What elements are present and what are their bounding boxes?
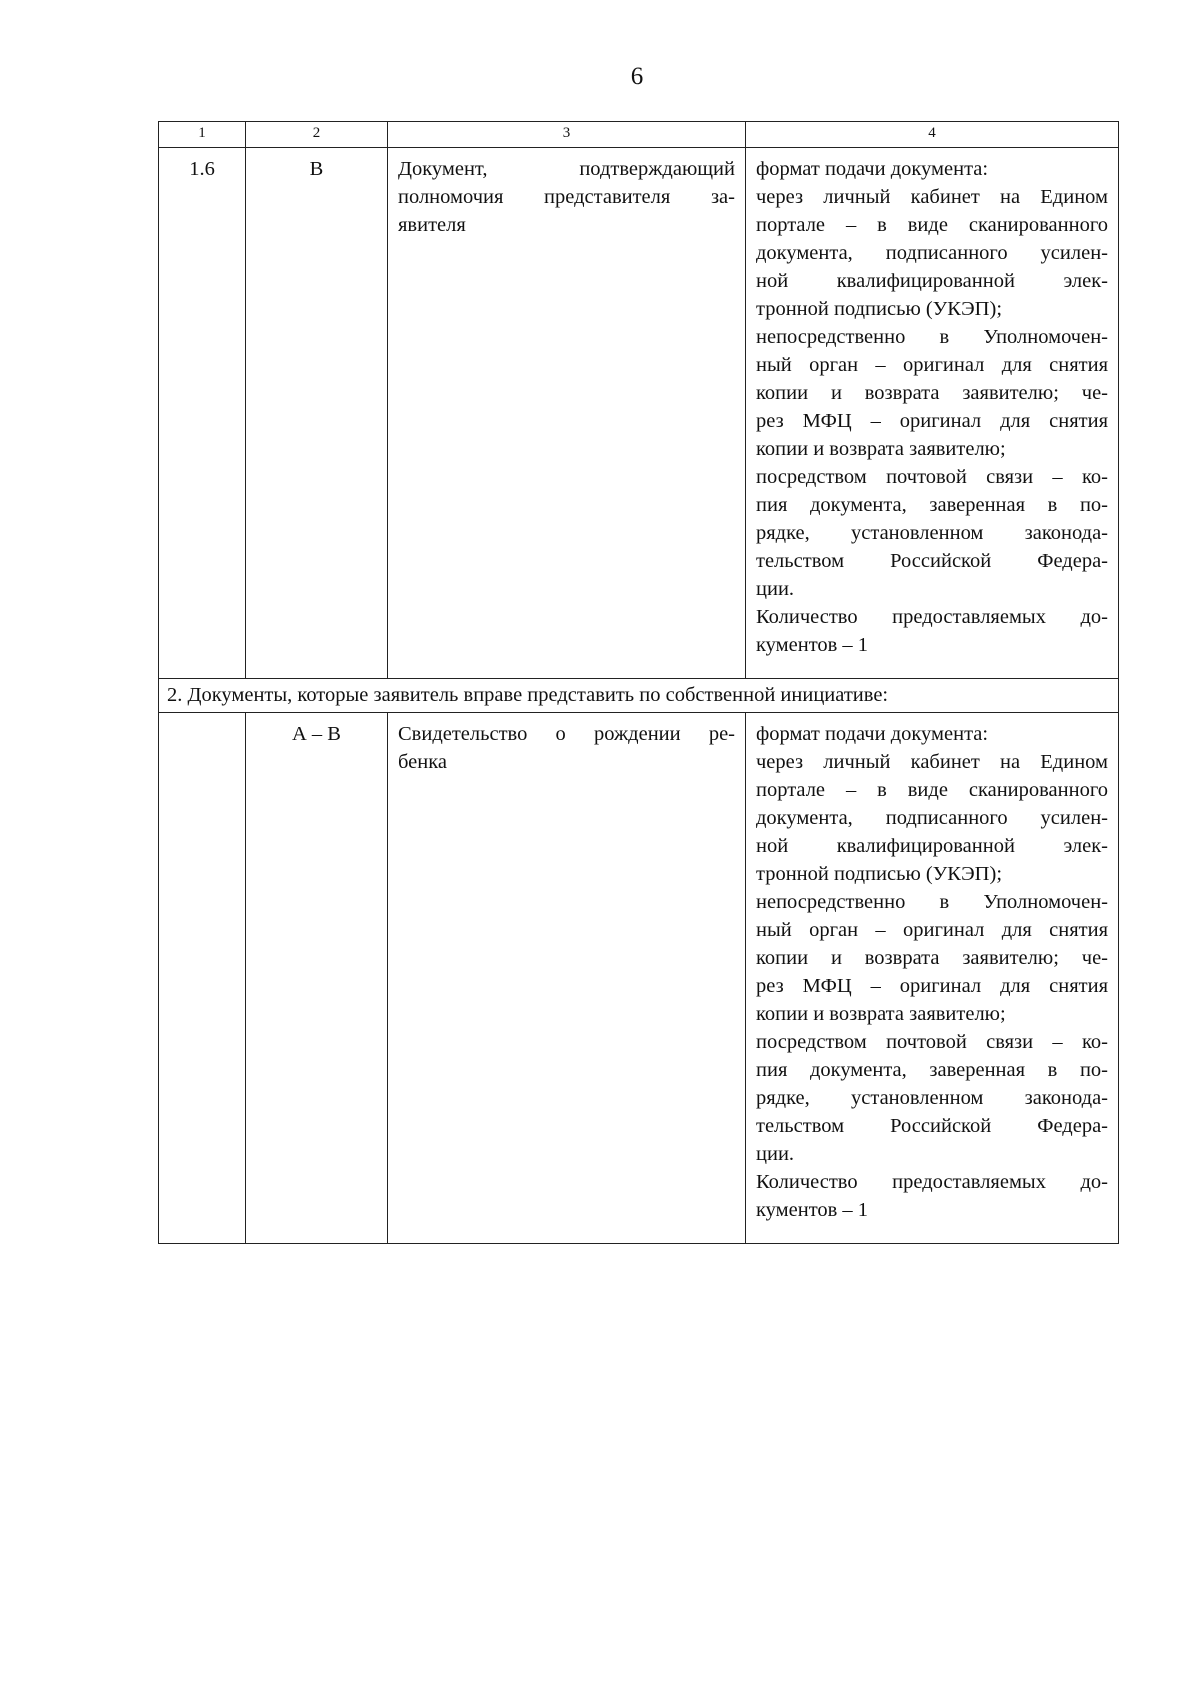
- text-line: портале – в виде сканированного: [756, 214, 1108, 236]
- text-line: рядке, установленном законода-: [756, 522, 1108, 544]
- text-line: Свидетельство о рождении ре-: [398, 723, 735, 745]
- text-line: непосредственно в Уполномочен-: [756, 891, 1108, 913]
- column-header: 3: [388, 122, 746, 148]
- document-name: [388, 148, 746, 679]
- submission-format: [746, 713, 1119, 1244]
- text-line: посредством почтовой связи – ко-: [756, 466, 1108, 488]
- text-line: документа, подписанного усилен-: [756, 242, 1108, 264]
- text-line: пия документа, заверенная в по-: [756, 1059, 1108, 1081]
- column-header: 1: [159, 122, 246, 148]
- text-line: копии и возврата заявителю;: [756, 1003, 1006, 1025]
- document-name: [388, 713, 746, 1244]
- applicant-category: В: [246, 148, 388, 679]
- text-line: посредством почтовой связи – ко-: [756, 1031, 1108, 1053]
- text-line: ции.: [756, 1143, 795, 1165]
- text-line: Документ, подтверждающий: [398, 158, 735, 180]
- text-line: бенка: [398, 751, 447, 773]
- text-line: рез МФЦ – оригинал для снятия: [756, 975, 1108, 997]
- text-line: рядке, установленном законода-: [756, 1087, 1108, 1109]
- text-line: кументов – 1: [756, 1199, 869, 1221]
- text-line: явителя: [398, 214, 466, 236]
- text-line: тронной подписью (УКЭП);: [756, 298, 1003, 320]
- text-line: формат подачи документа:: [756, 723, 989, 745]
- table-row: [159, 713, 1119, 1244]
- table-header-row: [159, 122, 1119, 148]
- text-line: ции.: [756, 578, 795, 600]
- text-line: документа, подписанного усилен-: [756, 807, 1108, 829]
- section-row: [159, 679, 1119, 713]
- row-number: [159, 713, 246, 1244]
- applicant-category: А – В: [246, 713, 388, 1244]
- text-line: Количество предоставляемых до-: [756, 1171, 1108, 1193]
- text-line: кументов – 1: [756, 634, 869, 656]
- text-line: тронной подписью (УКЭП);: [756, 863, 1003, 885]
- text-line: портале – в виде сканированного: [756, 779, 1108, 801]
- text-line: ный орган – оригинал для снятия: [756, 919, 1108, 941]
- column-header: 2: [246, 122, 388, 148]
- page-number: 6: [630, 63, 644, 90]
- text-line: ной квалифицированной элек-: [756, 835, 1108, 857]
- text-line: Количество предоставляемых до-: [756, 606, 1108, 628]
- section-title: 2. Документы, которые заявитель вправе представить по собственной инициативе:: [159, 679, 1119, 713]
- table-row: [159, 148, 1119, 679]
- text-line: через личный кабинет на Едином: [756, 186, 1108, 208]
- documents-table: [158, 121, 1119, 1244]
- row-number: 1.6: [159, 148, 246, 679]
- text-line: ной квалифицированной элек-: [756, 270, 1108, 292]
- text-line: пия документа, заверенная в по-: [756, 494, 1108, 516]
- text-line: тельством Российской Федера-: [756, 550, 1108, 572]
- text-line: тельством Российской Федера-: [756, 1115, 1108, 1137]
- text-line: копии и возврата заявителю; че-: [756, 947, 1108, 969]
- text-line: полномочия представителя за-: [398, 186, 735, 208]
- text-line: через личный кабинет на Едином: [756, 751, 1108, 773]
- text-line: копии и возврата заявителю; че-: [756, 382, 1108, 404]
- text-line: рез МФЦ – оригинал для снятия: [756, 410, 1108, 432]
- column-header: 4: [746, 122, 1119, 148]
- text-line: копии и возврата заявителю;: [756, 438, 1006, 460]
- text-line: ный орган – оригинал для снятия: [756, 354, 1108, 376]
- text-line: формат подачи документа:: [756, 158, 989, 180]
- submission-format: [746, 148, 1119, 679]
- text-line: непосредственно в Уполномочен-: [756, 326, 1108, 348]
